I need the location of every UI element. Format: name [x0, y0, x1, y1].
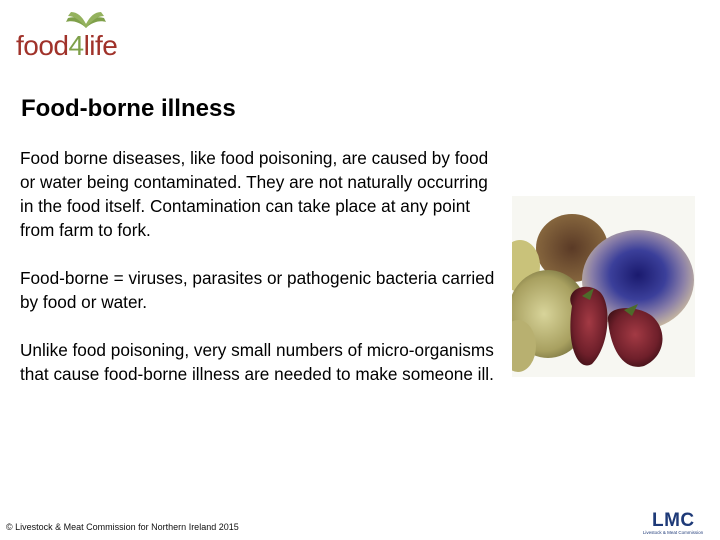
book-leaves-icon [64, 10, 108, 30]
logo-life: life [83, 30, 118, 61]
rotten-fruit-photo [512, 196, 695, 377]
paragraph-causes: Food-borne = viruses, parasites or pathogenic bacteria carried by food or water. [20, 268, 495, 312]
logo-food: food [16, 30, 69, 61]
copyright-footer: © Livestock & Meat Commission for Northern Ireland 2015 [6, 522, 239, 532]
lmc-wordmark: LMC [652, 510, 695, 531]
lmc-logo [638, 510, 708, 538]
slide-title: Food-borne illness [21, 95, 236, 122]
food4life-logo [16, 8, 142, 64]
paragraph-definition: Food borne diseases, like food poisoning, are caused by food or water being contaminated. They are not naturally occurring in the food itself. Contamination can take place at any point from farm to fork. [20, 148, 489, 240]
slide-body [20, 146, 498, 410]
logo-wordmark [16, 30, 117, 62]
lmc-subtitle: Livestock & Meat Commission [642, 530, 704, 535]
logo-four: 4 [68, 30, 84, 61]
paragraph-dose: Unlike food poisoning, very small numbers of micro-organisms that cause food-borne illness are needed to make someone ill. [20, 340, 494, 384]
